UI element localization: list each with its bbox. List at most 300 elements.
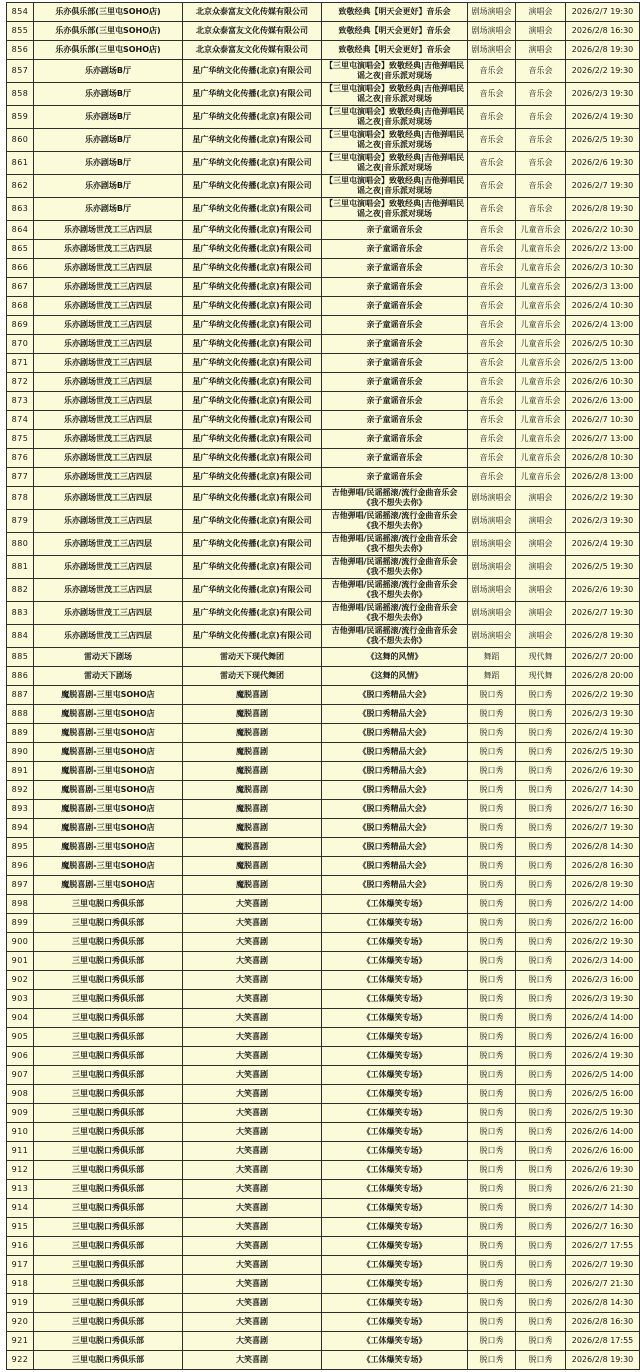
- table-row: [7, 411, 640, 430]
- show-title-cell: 致敬经典【明天会更好】音乐会: [322, 22, 468, 41]
- organizer-cell: 星广华纳文化传播(北京)有限公司: [183, 411, 322, 430]
- table-row: [7, 373, 640, 392]
- show-title-cell: 亲子童谣音乐会: [322, 316, 468, 335]
- category-cell: 脱口秀: [468, 914, 516, 933]
- datetime-cell: 2026/2/7 16:30: [566, 800, 640, 819]
- subcategory-cell: 演唱会: [516, 579, 566, 602]
- table-row: [7, 1161, 640, 1180]
- venue-cell: 魔脱喜剧-三里屯SOHO店: [34, 838, 183, 857]
- row-number-cell: 914: [7, 1199, 34, 1218]
- table-row: [7, 297, 640, 316]
- category-cell: 音乐会: [468, 373, 516, 392]
- venue-cell: 三里屯脱口秀俱乐部: [34, 1199, 183, 1218]
- datetime-cell: 2026/2/4 16:00: [566, 1028, 640, 1047]
- subcategory-cell: 脱口秀: [516, 971, 566, 990]
- row-number-cell: 890: [7, 743, 34, 762]
- organizer-cell: 大笑喜剧: [183, 895, 322, 914]
- show-title-cell: 亲子童谣音乐会: [322, 354, 468, 373]
- show-title-cell: 亲子童谣音乐会: [322, 392, 468, 411]
- category-cell: 音乐会: [468, 335, 516, 354]
- venue-cell: 三里屯脱口秀俱乐部: [34, 1066, 183, 1085]
- row-number-cell: 864: [7, 221, 34, 240]
- category-cell: 脱口秀: [468, 1085, 516, 1104]
- row-number-cell: 895: [7, 838, 34, 857]
- datetime-cell: 2026/2/8 10:30: [566, 449, 640, 468]
- datetime-cell: 2026/2/5 10:30: [566, 335, 640, 354]
- venue-cell: 三里屯脱口秀俱乐部: [34, 914, 183, 933]
- show-title-cell: 《脱口秀精品大会》: [322, 762, 468, 781]
- show-title-cell: 亲子童谣音乐会: [322, 259, 468, 278]
- subcategory-cell: 儿童音乐会: [516, 373, 566, 392]
- show-title-cell: 吉他弹唱/民谣摇滚/流行金曲音乐会《我不想失去你》: [322, 487, 468, 510]
- table-row: [7, 1332, 640, 1351]
- venue-cell: 乐亦剧场世茂工三店四层: [34, 335, 183, 354]
- datetime-cell: 2026/2/2 13:00: [566, 240, 640, 259]
- row-number-cell: 917: [7, 1256, 34, 1275]
- row-number-cell: 870: [7, 335, 34, 354]
- show-title-cell: 《工体爆笑专场》: [322, 1199, 468, 1218]
- organizer-cell: 魔脱喜剧: [183, 838, 322, 857]
- show-title-cell: 【三里屯演唱会】致敬经典|吉他弹唱民谣之夜|音乐派对现场: [322, 83, 468, 106]
- subcategory-cell: 演唱会: [516, 510, 566, 533]
- subcategory-cell: 脱口秀: [516, 762, 566, 781]
- category-cell: 音乐会: [468, 83, 516, 106]
- category-cell: 音乐会: [468, 240, 516, 259]
- table-row: [7, 579, 640, 602]
- table-row: [7, 762, 640, 781]
- subcategory-cell: 演唱会: [516, 533, 566, 556]
- venue-cell: 乐亦剧场世茂工三店四层: [34, 221, 183, 240]
- category-cell: 剧场演唱会: [468, 602, 516, 625]
- category-cell: 音乐会: [468, 221, 516, 240]
- venue-cell: 三里屯脱口秀俱乐部: [34, 933, 183, 952]
- subcategory-cell: 脱口秀: [516, 1351, 566, 1370]
- row-number-cell: 855: [7, 22, 34, 41]
- venue-cell: 魔脱喜剧-三里屯SOHO店: [34, 686, 183, 705]
- venue-cell: 魔脱喜剧-三里屯SOHO店: [34, 743, 183, 762]
- table-row: [7, 914, 640, 933]
- organizer-cell: 雷动天下现代舞团: [183, 648, 322, 667]
- organizer-cell: 大笑喜剧: [183, 1294, 322, 1313]
- category-cell: 脱口秀: [468, 1161, 516, 1180]
- venue-cell: 乐亦剧场B厅: [34, 129, 183, 152]
- row-number-cell: 902: [7, 971, 34, 990]
- subcategory-cell: 音乐会: [516, 175, 566, 198]
- organizer-cell: 星广华纳文化传播(北京)有限公司: [183, 579, 322, 602]
- category-cell: 音乐会: [468, 106, 516, 129]
- venue-cell: 三里屯脱口秀俱乐部: [34, 1142, 183, 1161]
- row-number-cell: 916: [7, 1237, 34, 1256]
- subcategory-cell: 儿童音乐会: [516, 335, 566, 354]
- venue-cell: 三里屯脱口秀俱乐部: [34, 1237, 183, 1256]
- venue-cell: 三里屯脱口秀俱乐部: [34, 990, 183, 1009]
- category-cell: 脱口秀: [468, 819, 516, 838]
- category-cell: 剧场演唱会: [468, 556, 516, 579]
- subcategory-cell: 脱口秀: [516, 743, 566, 762]
- organizer-cell: 大笑喜剧: [183, 1085, 322, 1104]
- row-number-cell: 894: [7, 819, 34, 838]
- row-number-cell: 905: [7, 1028, 34, 1047]
- datetime-cell: 2026/2/7 19:30: [566, 175, 640, 198]
- venue-cell: 三里屯脱口秀俱乐部: [34, 1313, 183, 1332]
- venue-cell: 三里屯脱口秀俱乐部: [34, 1180, 183, 1199]
- row-number-cell: 921: [7, 1332, 34, 1351]
- table-row: [7, 60, 640, 83]
- table-row: [7, 876, 640, 895]
- subcategory-cell: 演唱会: [516, 625, 566, 648]
- subcategory-cell: 脱口秀: [516, 1332, 566, 1351]
- subcategory-cell: 演唱会: [516, 41, 566, 60]
- venue-cell: 魔脱喜剧-三里屯SOHO店: [34, 800, 183, 819]
- table-row: [7, 1028, 640, 1047]
- organizer-cell: 星广华纳文化传播(北京)有限公司: [183, 449, 322, 468]
- show-title-cell: 《脱口秀精品大会》: [322, 838, 468, 857]
- datetime-cell: 2026/2/5 19:30: [566, 556, 640, 579]
- category-cell: 脱口秀: [468, 1218, 516, 1237]
- datetime-cell: 2026/2/2 19:30: [566, 686, 640, 705]
- row-number-cell: 903: [7, 990, 34, 1009]
- subcategory-cell: 脱口秀: [516, 1142, 566, 1161]
- row-number-cell: 904: [7, 1009, 34, 1028]
- row-number-cell: 875: [7, 430, 34, 449]
- row-number-cell: 898: [7, 895, 34, 914]
- datetime-cell: 2026/2/3 14:00: [566, 952, 640, 971]
- organizer-cell: 星广华纳文化传播(北京)有限公司: [183, 106, 322, 129]
- datetime-cell: 2026/2/3 19:30: [566, 83, 640, 106]
- datetime-cell: 2026/2/3 19:30: [566, 705, 640, 724]
- row-number-cell: 920: [7, 1313, 34, 1332]
- category-cell: 脱口秀: [468, 857, 516, 876]
- datetime-cell: 2026/2/2 19:30: [566, 487, 640, 510]
- category-cell: 脱口秀: [468, 1256, 516, 1275]
- show-title-cell: 《脱口秀精品大会》: [322, 800, 468, 819]
- show-title-cell: 《工体爆笑专场》: [322, 1047, 468, 1066]
- venue-cell: 三里屯脱口秀俱乐部: [34, 971, 183, 990]
- organizer-cell: 魔脱喜剧: [183, 705, 322, 724]
- category-cell: 音乐会: [468, 60, 516, 83]
- show-title-cell: 【三里屯演唱会】致敬经典|吉他弹唱民谣之夜|音乐派对现场: [322, 198, 468, 221]
- show-title-cell: 【三里屯演唱会】致敬经典|吉他弹唱民谣之夜|音乐派对现场: [322, 152, 468, 175]
- category-cell: 剧场演唱会: [468, 41, 516, 60]
- row-number-cell: 889: [7, 724, 34, 743]
- datetime-cell: 2026/2/3 16:00: [566, 971, 640, 990]
- category-cell: 音乐会: [468, 152, 516, 175]
- category-cell: 音乐会: [468, 316, 516, 335]
- show-title-cell: 【三里屯演唱会】致敬经典|吉他弹唱民谣之夜|音乐派对现场: [322, 175, 468, 198]
- venue-cell: 乐亦俱乐部(三里屯SOHO店): [34, 41, 183, 60]
- datetime-cell: 2026/2/7 13:00: [566, 430, 640, 449]
- category-cell: 脱口秀: [468, 781, 516, 800]
- performance-table-body: [7, 3, 640, 1370]
- row-number-cell: 886: [7, 667, 34, 686]
- venue-cell: 乐亦剧场世茂工三店四层: [34, 579, 183, 602]
- venue-cell: 三里屯脱口秀俱乐部: [34, 1332, 183, 1351]
- organizer-cell: 大笑喜剧: [183, 1104, 322, 1123]
- subcategory-cell: 儿童音乐会: [516, 411, 566, 430]
- subcategory-cell: 脱口秀: [516, 1237, 566, 1256]
- row-number-cell: 862: [7, 175, 34, 198]
- subcategory-cell: 音乐会: [516, 198, 566, 221]
- organizer-cell: 大笑喜剧: [183, 1275, 322, 1294]
- table-row: [7, 22, 640, 41]
- category-cell: 脱口秀: [468, 952, 516, 971]
- organizer-cell: 大笑喜剧: [183, 1009, 322, 1028]
- datetime-cell: 2026/2/8 16:30: [566, 857, 640, 876]
- organizer-cell: 大笑喜剧: [183, 1142, 322, 1161]
- category-cell: 脱口秀: [468, 705, 516, 724]
- category-cell: 舞蹈: [468, 667, 516, 686]
- row-number-cell: 909: [7, 1104, 34, 1123]
- table-row: [7, 1104, 640, 1123]
- subcategory-cell: 脱口秀: [516, 1161, 566, 1180]
- venue-cell: 乐亦剧场B厅: [34, 106, 183, 129]
- organizer-cell: 星广华纳文化传播(北京)有限公司: [183, 335, 322, 354]
- show-title-cell: 《工体爆笑专场》: [322, 1332, 468, 1351]
- show-title-cell: 《工体爆笑专场》: [322, 1123, 468, 1142]
- venue-cell: 魔脱喜剧-三里屯SOHO店: [34, 724, 183, 743]
- show-title-cell: 《脱口秀精品大会》: [322, 724, 468, 743]
- organizer-cell: 星广华纳文化传播(北京)有限公司: [183, 60, 322, 83]
- organizer-cell: 大笑喜剧: [183, 1313, 322, 1332]
- table-row: [7, 1275, 640, 1294]
- venue-cell: 乐亦剧场B厅: [34, 83, 183, 106]
- organizer-cell: 大笑喜剧: [183, 1218, 322, 1237]
- table-row: [7, 1123, 640, 1142]
- row-number-cell: 918: [7, 1275, 34, 1294]
- row-number-cell: 865: [7, 240, 34, 259]
- organizer-cell: 星广华纳文化传播(北京)有限公司: [183, 175, 322, 198]
- row-number-cell: 919: [7, 1294, 34, 1313]
- table-row: [7, 1237, 640, 1256]
- category-cell: 脱口秀: [468, 743, 516, 762]
- datetime-cell: 2026/2/8 19:30: [566, 41, 640, 60]
- show-title-cell: 《工体爆笑专场》: [322, 1275, 468, 1294]
- row-number-cell: 858: [7, 83, 34, 106]
- subcategory-cell: 脱口秀: [516, 1066, 566, 1085]
- category-cell: 音乐会: [468, 354, 516, 373]
- organizer-cell: 魔脱喜剧: [183, 686, 322, 705]
- table-row: [7, 743, 640, 762]
- subcategory-cell: 现代舞: [516, 648, 566, 667]
- category-cell: 脱口秀: [468, 971, 516, 990]
- venue-cell: 三里屯脱口秀俱乐部: [34, 1351, 183, 1370]
- row-number-cell: 857: [7, 60, 34, 83]
- subcategory-cell: 脱口秀: [516, 1275, 566, 1294]
- subcategory-cell: 脱口秀: [516, 1199, 566, 1218]
- datetime-cell: 2026/2/8 14:30: [566, 1294, 640, 1313]
- table-row: [7, 316, 640, 335]
- organizer-cell: 魔脱喜剧: [183, 800, 322, 819]
- organizer-cell: 大笑喜剧: [183, 1351, 322, 1370]
- table-row: [7, 1199, 640, 1218]
- venue-cell: 魔脱喜剧-三里屯SOHO店: [34, 857, 183, 876]
- subcategory-cell: 儿童音乐会: [516, 449, 566, 468]
- venue-cell: 乐亦剧场世茂工三店四层: [34, 392, 183, 411]
- venue-cell: 三里屯脱口秀俱乐部: [34, 1275, 183, 1294]
- table-row: [7, 198, 640, 221]
- show-title-cell: 《工体爆笑专场》: [322, 914, 468, 933]
- subcategory-cell: 脱口秀: [516, 705, 566, 724]
- show-title-cell: 吉他弹唱/民谣摇滚/流行金曲音乐会《我不想失去你》: [322, 625, 468, 648]
- datetime-cell: 2026/2/8 14:30: [566, 838, 640, 857]
- table-row: [7, 392, 640, 411]
- organizer-cell: 星广华纳文化传播(北京)有限公司: [183, 487, 322, 510]
- row-number-cell: 907: [7, 1066, 34, 1085]
- category-cell: 音乐会: [468, 468, 516, 487]
- datetime-cell: 2026/2/7 17:55: [566, 1237, 640, 1256]
- table-row: [7, 952, 640, 971]
- organizer-cell: 大笑喜剧: [183, 1161, 322, 1180]
- datetime-cell: 2026/2/7 16:30: [566, 1218, 640, 1237]
- venue-cell: 乐亦剧场世茂工三店四层: [34, 297, 183, 316]
- show-title-cell: 《工体爆笑专场》: [322, 1009, 468, 1028]
- table-row: [7, 1351, 640, 1370]
- organizer-cell: 星广华纳文化传播(北京)有限公司: [183, 152, 322, 175]
- row-number-cell: 880: [7, 533, 34, 556]
- table-row: [7, 129, 640, 152]
- organizer-cell: 大笑喜剧: [183, 1332, 322, 1351]
- subcategory-cell: 演唱会: [516, 556, 566, 579]
- datetime-cell: 2026/2/8 13:00: [566, 468, 640, 487]
- show-title-cell: 亲子童谣音乐会: [322, 335, 468, 354]
- show-title-cell: 《脱口秀精品大会》: [322, 857, 468, 876]
- category-cell: 脱口秀: [468, 1104, 516, 1123]
- table-row: [7, 895, 640, 914]
- datetime-cell: 2026/2/4 14:00: [566, 1009, 640, 1028]
- row-number-cell: 900: [7, 933, 34, 952]
- subcategory-cell: 演唱会: [516, 3, 566, 22]
- show-title-cell: 《脱口秀精品大会》: [322, 819, 468, 838]
- table-row: [7, 152, 640, 175]
- category-cell: 脱口秀: [468, 1066, 516, 1085]
- venue-cell: 三里屯脱口秀俱乐部: [34, 1161, 183, 1180]
- organizer-cell: 大笑喜剧: [183, 914, 322, 933]
- organizer-cell: 星广华纳文化传播(北京)有限公司: [183, 259, 322, 278]
- table-row: [7, 41, 640, 60]
- subcategory-cell: 脱口秀: [516, 1104, 566, 1123]
- table-row: [7, 487, 640, 510]
- show-title-cell: 《这舞的风情》: [322, 648, 468, 667]
- subcategory-cell: 现代舞: [516, 667, 566, 686]
- table-row: [7, 724, 640, 743]
- subcategory-cell: 脱口秀: [516, 1123, 566, 1142]
- subcategory-cell: 音乐会: [516, 60, 566, 83]
- table-row: [7, 990, 640, 1009]
- row-number-cell: 881: [7, 556, 34, 579]
- organizer-cell: 星广华纳文化传播(北京)有限公司: [183, 373, 322, 392]
- datetime-cell: 2026/2/3 13:00: [566, 278, 640, 297]
- show-title-cell: 《工体爆笑专场》: [322, 1085, 468, 1104]
- venue-cell: 三里屯脱口秀俱乐部: [34, 1009, 183, 1028]
- organizer-cell: 星广华纳文化传播(北京)有限公司: [183, 533, 322, 556]
- venue-cell: 乐亦剧场B厅: [34, 152, 183, 175]
- table-row: [7, 838, 640, 857]
- row-number-cell: 891: [7, 762, 34, 781]
- category-cell: 脱口秀: [468, 1180, 516, 1199]
- organizer-cell: 大笑喜剧: [183, 990, 322, 1009]
- organizer-cell: 魔脱喜剧: [183, 762, 322, 781]
- row-number-cell: 877: [7, 468, 34, 487]
- category-cell: 脱口秀: [468, 838, 516, 857]
- table-row: [7, 1142, 640, 1161]
- datetime-cell: 2026/2/2 19:30: [566, 933, 640, 952]
- venue-cell: 三里屯脱口秀俱乐部: [34, 895, 183, 914]
- table-row: [7, 933, 640, 952]
- category-cell: 脱口秀: [468, 1351, 516, 1370]
- venue-cell: 雷动天下剧场: [34, 648, 183, 667]
- show-title-cell: 亲子童谣音乐会: [322, 449, 468, 468]
- show-title-cell: 《工体爆笑专场》: [322, 933, 468, 952]
- datetime-cell: 2026/2/8 19:30: [566, 876, 640, 895]
- row-number-cell: 908: [7, 1085, 34, 1104]
- venue-cell: 三里屯脱口秀俱乐部: [34, 1047, 183, 1066]
- table-row: [7, 106, 640, 129]
- subcategory-cell: 脱口秀: [516, 1085, 566, 1104]
- datetime-cell: 2026/2/8 19:30: [566, 625, 640, 648]
- subcategory-cell: 脱口秀: [516, 724, 566, 743]
- venue-cell: 乐亦剧场世茂工三店四层: [34, 240, 183, 259]
- organizer-cell: 大笑喜剧: [183, 1066, 322, 1085]
- venue-cell: 魔脱喜剧-三里屯SOHO店: [34, 705, 183, 724]
- venue-cell: 乐亦剧场B厅: [34, 175, 183, 198]
- organizer-cell: 魔脱喜剧: [183, 876, 322, 895]
- venue-cell: 乐亦剧场世茂工三店四层: [34, 510, 183, 533]
- datetime-cell: 2026/2/4 13:00: [566, 316, 640, 335]
- subcategory-cell: 脱口秀: [516, 876, 566, 895]
- organizer-cell: 大笑喜剧: [183, 1047, 322, 1066]
- venue-cell: 乐亦剧场世茂工三店四层: [34, 449, 183, 468]
- datetime-cell: 2026/2/7 19:30: [566, 602, 640, 625]
- show-title-cell: 《脱口秀精品大会》: [322, 705, 468, 724]
- category-cell: 剧场演唱会: [468, 22, 516, 41]
- row-number-cell: 866: [7, 259, 34, 278]
- row-number-cell: 878: [7, 487, 34, 510]
- datetime-cell: 2026/2/5 16:00: [566, 1085, 640, 1104]
- organizer-cell: 魔脱喜剧: [183, 857, 322, 876]
- row-number-cell: 867: [7, 278, 34, 297]
- datetime-cell: 2026/2/3 19:30: [566, 510, 640, 533]
- table-row: [7, 1256, 640, 1275]
- show-title-cell: 《工体爆笑专场》: [322, 1313, 468, 1332]
- venue-cell: 魔脱喜剧-三里屯SOHO店: [34, 781, 183, 800]
- category-cell: 剧场演唱会: [468, 533, 516, 556]
- datetime-cell: 2026/2/7 20:00: [566, 648, 640, 667]
- category-cell: 脱口秀: [468, 1275, 516, 1294]
- datetime-cell: 2026/2/2 19:30: [566, 60, 640, 83]
- show-title-cell: 《工体爆笑专场》: [322, 895, 468, 914]
- organizer-cell: 星广华纳文化传播(北京)有限公司: [183, 468, 322, 487]
- category-cell: 音乐会: [468, 259, 516, 278]
- show-title-cell: 《脱口秀精品大会》: [322, 743, 468, 762]
- table-row: [7, 175, 640, 198]
- subcategory-cell: 音乐会: [516, 83, 566, 106]
- table-row: [7, 556, 640, 579]
- show-title-cell: 吉他弹唱/民谣摇滚/流行金曲音乐会《我不想失去你》: [322, 556, 468, 579]
- subcategory-cell: 演唱会: [516, 487, 566, 510]
- category-cell: 音乐会: [468, 198, 516, 221]
- venue-cell: 乐亦剧场B厅: [34, 198, 183, 221]
- row-number-cell: 860: [7, 129, 34, 152]
- organizer-cell: 星广华纳文化传播(北京)有限公司: [183, 392, 322, 411]
- show-title-cell: 《工体爆笑专场》: [322, 971, 468, 990]
- table-row: [7, 705, 640, 724]
- organizer-cell: 星广华纳文化传播(北京)有限公司: [183, 602, 322, 625]
- venue-cell: 乐亦剧场世茂工三店四层: [34, 430, 183, 449]
- organizer-cell: 魔脱喜剧: [183, 781, 322, 800]
- show-title-cell: 《工体爆笑专场》: [322, 1256, 468, 1275]
- venue-cell: 乐亦剧场世茂工三店四层: [34, 556, 183, 579]
- subcategory-cell: 音乐会: [516, 152, 566, 175]
